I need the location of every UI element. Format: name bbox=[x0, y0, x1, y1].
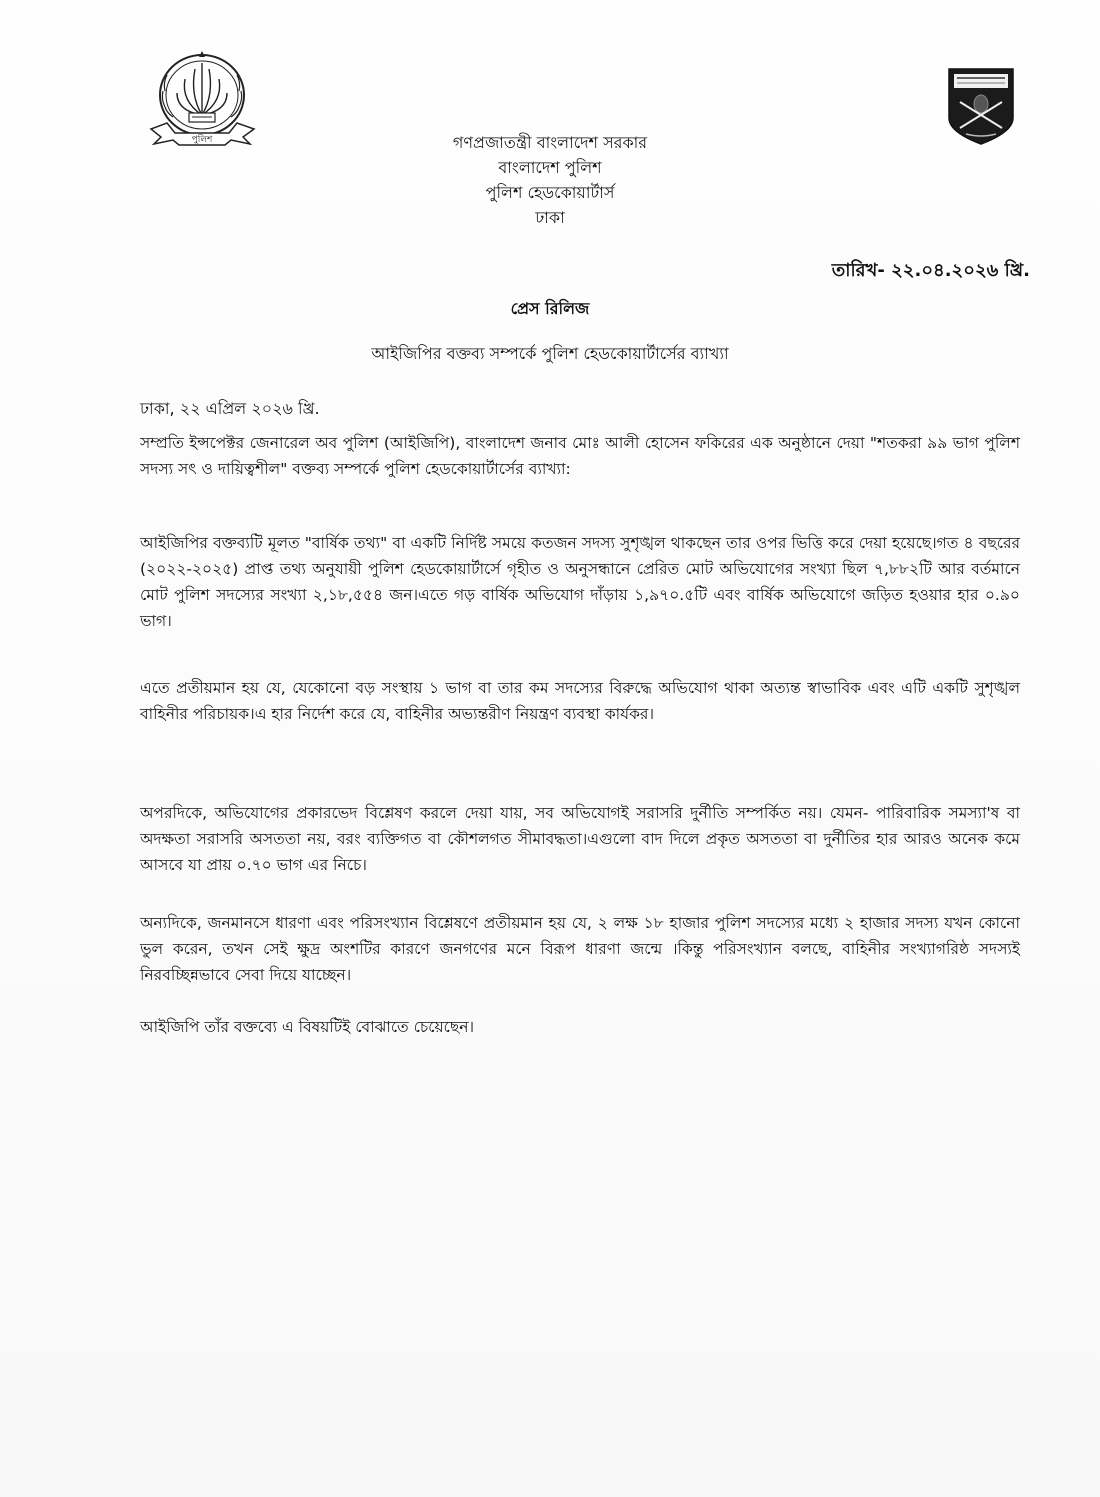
press-release-subject: আইজিপির বক্তব্য সম্পর্কে পুলিশ হেডকোয়ার্টার্সের ব্যাখ্যা bbox=[371, 344, 729, 363]
organization-name: বাংলাদেশ পুলিশ bbox=[498, 158, 602, 177]
press-release-title: প্রেস রিলিজ bbox=[510, 299, 590, 318]
body-paragraph: এতে প্রতীয়মান হয় যে, যেকোনো বড় সংস্থায় ১ ভাগ বা তার কম সদস্যের বিরুদ্ধে অভিযোগ থাকা অত্যন্ত স্বাভাবিক এবং এটি একটি সুশৃঙ্খল বাহিনীর পরিচায়ক।এ হার নির্দেশ করে যে, বাহিনীর অভ্যন্তরীণ নিয়ন্ত্রণ ব্যবস্থা কার্যকর। bbox=[140, 679, 1020, 723]
police-shield-badge-icon bbox=[946, 66, 1016, 146]
closing-paragraph: আইজিপি তাঁর বক্তব্যে এ বিষয়টিই বোঝাতে চেয়েছেন। bbox=[140, 1018, 475, 1036]
place-and-date: ঢাকা, ২২ এপ্রিল ২০২৬ খ্রি. bbox=[140, 399, 320, 418]
letterhead bbox=[250, 130, 850, 230]
office-name: পুলিশ হেডকোয়ার্টার্স bbox=[485, 183, 615, 202]
emblem-ribbon-text: পুলিশ bbox=[191, 135, 213, 145]
body-paragraph: সম্প্রতি ইন্সপেক্টর জেনারেল অব পুলিশ (আইজিপি), বাংলাদেশ জনাব মোঃ আলী হোসেন ফকিরের এক অনুষ্ঠানে দেয়া "শতকরা ৯৯ ভাগ পুলিশ সদস্য সৎ ও দায়িত্বশীল" বক্তব্য সম্পর্কে পুলিশ হেডকোয়ার্টার্সের ব্যাখ্যা: bbox=[140, 434, 1020, 478]
body-paragraph: অপরদিকে, অভিযোগের প্রকারভেদ বিশ্লেষণ করলে দেয়া যায়, সব অভিযোগই সরাসরি দুর্নীতি সম্পর্কিত নয়। যেমন- পারিবারিক সমস্যা'ষ বা অদক্ষতা সরাসরি অসততা নয়, বরং ব্যক্তিগত বা কৌশলগত সীমাবদ্ধতা।এগুলো বাদ দিলে প্রকৃত অসততা বা দুর্নীতির হার আরও অনেক কমে আসবে যা প্রায় ০.৭০ ভাগ এর নিচে। bbox=[140, 804, 1020, 874]
document-date: তারিখ- ২২.০৪.২০২৬ খ্রি. bbox=[831, 260, 1030, 281]
government-name: গণপ্রজাতন্ত্রী বাংলাদেশ সরকার bbox=[452, 133, 648, 152]
bangladesh-police-emblem-icon bbox=[145, 45, 260, 150]
body-paragraph: আইজিপির বক্তব্যটি মূলত "বার্ষিক তথ্য" বা একটি নির্দিষ্ট সময়ে কতজন সদস্য সুশৃঙ্খল থাকছেন তার ওপর ভিত্তি করে দেয়া হয়েছে।গত ৪ বছরের (২০২২-২০২৫) প্রাপ্ত তথ্য অনুযায়ী পুলিশ হেডকোয়ার্টার্সে গৃহীত ও অনুসন্ধানে প্রেরিত মোট অভিযোগের সংখ্যা ছিল ৭,৮৮২টি আর বর্তমানে মোট পুলিশ সদস্যের সংখ্যা ২,১৮,৫৫৪ জন।এতে গড় বার্ষিক অভিযোগ দাঁড়ায় ১,৯৭০.৫টি এবং বার্ষিক অভিযোগে জড়িত হওয়ার হার ০.৯০ ভাগ। bbox=[140, 534, 1020, 630]
body-paragraph: অন্যদিকে, জনমানসে ধারণা এবং পরিসংখ্যান বিশ্লেষণে প্রতীয়মান হয় যে, ২ লক্ষ ১৮ হাজার পুলিশ সদস্যের মধ্যে ২ হাজার সদস্য যখন কোনো ভুল করেন, তখন সেই ক্ষুদ্র অংশটির কারণে জনগণের মনে বিরূপ ধারণা জন্মে ।কিন্তু পরিসংখ্যান বলছে, বাহিনীর সংখ্যাগরিষ্ঠ সদস্যই নিরবচ্ছিন্নভাবে সেবা দিয়ে যাচ্ছেন। bbox=[140, 914, 1020, 984]
office-location: ঢাকা bbox=[535, 208, 565, 227]
